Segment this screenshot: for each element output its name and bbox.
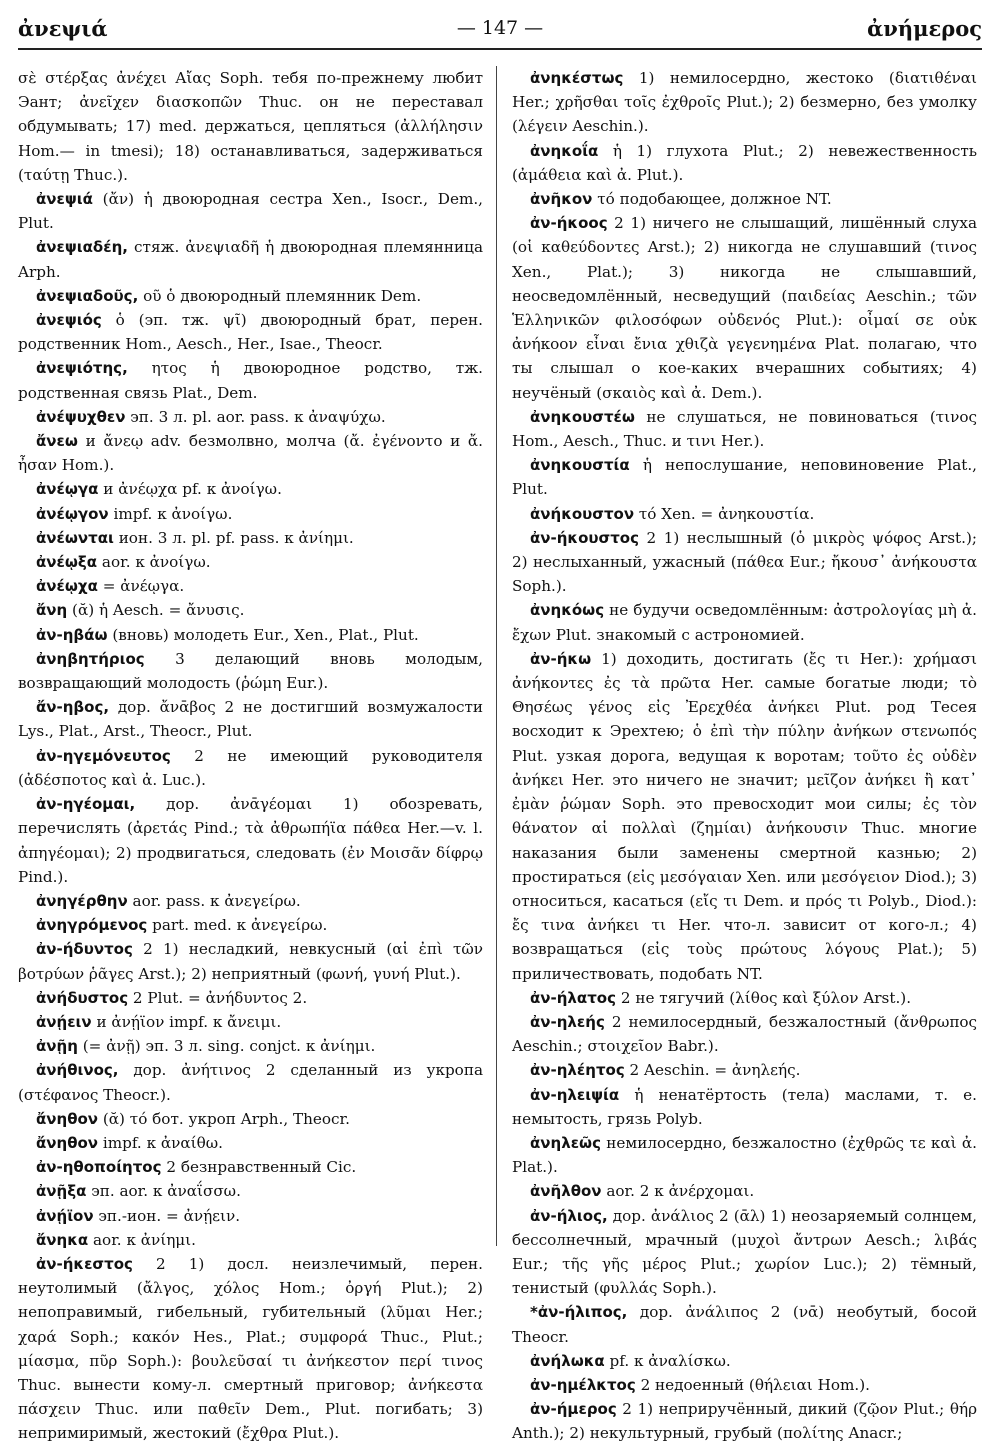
dictionary-entry [512, 647, 977, 986]
dictionary-entry [512, 502, 977, 526]
entry-definition: эп.-ион. = ἀνῄειν. [98, 1206, 241, 1225]
entry-headword: ἄνηθον [36, 1133, 99, 1152]
entry-definition: ἡ ненатёртость (тела) маслами, т. е. немытость, грязь Polyb. [512, 1085, 977, 1128]
entry-headword: ἀνηκοΐα [530, 141, 599, 160]
entry-headword: ἀνῄϊον [36, 1206, 94, 1225]
dictionary-entry [18, 913, 483, 937]
dictionary-entry [18, 598, 483, 622]
entry-headword: ἀνεψιά [36, 190, 93, 209]
dictionary-entry [512, 1010, 977, 1058]
entry-headword: ἀν-ήμερος [530, 1400, 617, 1419]
entry-definition: aor. 2 к ἀνέρχομαι. [606, 1182, 755, 1201]
left-column [18, 66, 484, 1443]
entry-definition: дор. ἀνήτινος 2 сделанный из укропа (στέφανος Theocr.). [18, 1061, 483, 1104]
dictionary-entry [18, 1155, 483, 1179]
dictionary-entry [512, 139, 977, 187]
entry-definition: 1) немилосердно, жестоко (διατιθέναι Her.; χρῆσθαι τοῖς ἐχθροῖς Plut.); 2) безмерно, без умолку (λέγειν Aeschin.). [512, 69, 978, 136]
dictionary-entry [18, 284, 483, 308]
entry-headword: ἀνηβητήριος [36, 649, 145, 668]
entry-definition: дор. ἀνᾱγέομαι 1) обозревать, перечислять (ἀρετάς Pind.; τὰ ἀθρωπήϊα πάθεα Her.—v. l. ἀπηγέομαι); 2) продвигаться, следовать (ἐν Μοισᾶν δίφρῳ Pind.). [18, 795, 483, 886]
entry-definition: 2 недоенный (θήλειαι Hom.). [640, 1375, 870, 1394]
running-head-left: ἀνεψιά [18, 16, 108, 41]
entry-headword: *ἀν-ήλιπος, [530, 1303, 628, 1322]
entry-headword: ἀνῆλθον [530, 1182, 602, 1201]
dictionary-entry [512, 1083, 977, 1131]
entry-definition: и ἄνεῳ adv. безмолвно, молча (ἄ. ἐγένοντο и ἄ. ἦσαν Hom.). [18, 432, 483, 475]
dictionary-entry [18, 1252, 483, 1446]
entry-definition: эп. 3 л. pl. aor. pass. к ἀναψύχω. [130, 407, 386, 426]
dictionary-entry [512, 66, 977, 139]
dictionary-entry [512, 1204, 977, 1301]
entry-definition: ион. 3 л. pl. pf. pass. к ἀνίημι. [118, 528, 354, 547]
entry-definition: (ἄν) ἡ двоюродная сестра Xen., Isocr., Dem., Plut. [18, 190, 484, 233]
entry-headword: ἀνήλωκα [530, 1351, 605, 1370]
dictionary-entry [18, 356, 483, 404]
running-head-right: ἀνήμερος [867, 16, 982, 41]
entry-headword: ἄνηκα [36, 1230, 89, 1249]
entry-definition: = ἀνέῳγα. [102, 577, 185, 596]
dictionary-entry [18, 502, 483, 526]
dictionary-entry [18, 574, 483, 598]
entry-definition: дор. ἀνάλιπος 2 (νᾱ) необутый, босой Theocr. [512, 1303, 977, 1346]
entry-definition: ὁ (эп. тж. ψῖ) двоюродный брат, перен. родственник Hom., Aesch., Her., Isae., Theocr. [18, 311, 483, 354]
dictionary-entry [18, 792, 483, 889]
entry-headword: ἀν-ηγεμόνευτος [36, 746, 171, 765]
dictionary-entry [18, 647, 483, 695]
entry-headword: ἀνήδυστος [36, 988, 129, 1007]
entry-headword: ἄν-ηβος, [36, 698, 110, 717]
dictionary-entry [512, 526, 977, 599]
entry-definition: 2 1) неприручённый, дикий (ζῷον Plut.; θήρ Anth.); 2) некультурный, грубый (πολίτης Anacr.; [512, 1400, 977, 1443]
entry-headword: ἀνέψυχθεν [36, 407, 126, 426]
entry-headword: ἀν-ηλεής [530, 1012, 605, 1031]
dictionary-entry [512, 1349, 977, 1373]
dictionary-entry [18, 526, 483, 550]
entry-definition: 2 1) ничего не слышащий, лишённый слуха (οἱ καθεύδοντες Arst.); 2) никогда не слушавший (τινος Xen., Plat.); 3) никогда не слышавший, неосведомлённый, несведущий (παιδείας Aeschin.; τῶν Ἑλληνικῶν φιλοσόφων οὐδενός Plut.): οἶμαί σε οὐκ ἀνήκοον εἶναι ἔνια χθιζὰ γεγενημένα Plat. полагаю, что ты слышал о кое-каких вчерашних событиях; 4) неучёный (σκαιὸς καὶ ἀ. Dem.). [512, 214, 977, 402]
entry-definition: (ᾰ) τό бот. укроп Arph., Theocr. [102, 1109, 350, 1128]
entry-headword: ἄνεω [36, 432, 78, 451]
dictionary-entry [18, 744, 483, 792]
entry-definition: дор. ἄνᾱβος 2 не достигший возмужалости Lys., Plat., Arst., Theocr., Plut. [18, 698, 484, 741]
entry-definition: τό подобающее, должное NT. [597, 190, 832, 209]
dictionary-entry [18, 1204, 483, 1228]
dictionary-entry [18, 1179, 483, 1203]
entry-headword: ἀνέωνται [36, 528, 114, 547]
entry-headword: ἀνηλεῶς [530, 1133, 601, 1152]
entry-headword: ἀνηκέστως [530, 69, 624, 87]
dictionary-entry [18, 550, 483, 574]
entry-definition: 2 не тягучий (λίθος καὶ ξύλον Arst.). [620, 988, 912, 1007]
entry-headword: ἀνέῳχα [36, 577, 98, 596]
entry-definition: 2 не имеющий руководителя (ἀδέσποτος καὶ ἀ. Luc.). [18, 746, 483, 789]
entry-headword: ἀνεψιός [36, 311, 102, 330]
entry-headword: ἀν-ήκουστος [530, 528, 639, 547]
entry-definition: σὲ στέρξας ἀνέχει Αἴας Soph. тебя по-прежнему любит Эант; ἀνεῖχεν διασκοπῶν Thuc. он не переставал обдумывать; 17) med. держаться, цепляться (ἀλλήλησιν Hom.— in tmesi); 18) останавливаться, задерживаться (ταύτῃ Thuc.). [18, 69, 483, 184]
dictionary-entry [18, 937, 483, 985]
dictionary-entry [18, 1228, 483, 1252]
entry-headword: ἀν-ηλειψία [530, 1085, 620, 1104]
page-header [18, 14, 982, 44]
dictionary-entry [512, 1131, 977, 1179]
dictionary-entry [512, 1373, 977, 1397]
entry-definition: impf. к ἀνοίγω. [113, 504, 233, 523]
entry-headword: ἀν-ηβάω [36, 625, 108, 644]
entry-headword: ἀνεψιαδέη, [36, 238, 128, 257]
entry-definition: impf. к ἀναίθω. [102, 1133, 223, 1152]
dictionary-entry [18, 235, 483, 283]
dictionary-entry [512, 1179, 977, 1203]
entry-headword: ἄνηθον [36, 1109, 99, 1128]
entry-headword: ἀνέῳξα [36, 553, 98, 572]
entry-definition: οῦ ὁ двоюродный племянник Dem. [143, 286, 422, 305]
entry-headword: ἀνηγέρθην [36, 891, 128, 910]
entry-definition: 2 1) досл. неизлечимый, перен. неутолимый (ἄλγος, χόλος Hom.; ὀργή Plut.); 2) непоправимый, гибельный, губительный (λῦμαι Her.; χαρά Soph.; κακόν Hes., Plat.; συμφορά Thuc., Plut.; μίασμα, πῦρ Soph.): βουλεῦσαί τι ἀνήκεστον περί τινος Thuc. вынести кому-л. смертный приговор; ἀνήκεστα πάσχειν Thuc. или παθεῖν Dem., Plut. погибать; 3) непримиримый, жестокий (ἔχθρα Plut.). [18, 1254, 483, 1443]
entry-definition: не будучи осведомлённым: ἀστρολογίας μὴ ἀ. ἔχων Plut. знакомый с астрономией. [512, 601, 978, 644]
dictionary-entry [18, 1034, 483, 1058]
entry-definition: (вновь) молодеть Eur., Xen., Plat., Plut. [112, 625, 419, 644]
entry-headword: ἀνήκουστον [530, 504, 635, 523]
dictionary-entry [512, 405, 977, 453]
entry-definition: aor. pass. к ἀνεγείρω. [132, 891, 301, 910]
entry-definition: aor. к ἀνίημι. [93, 1230, 196, 1249]
dictionary-entry [18, 66, 483, 187]
entry-definition: 2 1) несладкий, невкусный (αἱ ἐπὶ τῶν βοτρύων ῥᾶγες Arst.); 2) неприятный (φωνή, γυνή Plut.). [18, 940, 484, 983]
dictionary-entry [512, 986, 977, 1010]
dictionary-entry [18, 1107, 483, 1131]
entry-definition: aor. к ἀνοίγω. [101, 553, 211, 572]
entry-definition: ἡ непослушание, неповиновение Plat., Plut. [512, 456, 978, 499]
entry-headword: ἀνέῳγα [36, 480, 99, 499]
entry-definition: и ἀνέῳχα pf. к ἀνοίγω. [103, 480, 282, 499]
entry-definition: 3 делающий вновь молодым, возвращающий молодость (ῥώμη Eur.). [18, 649, 484, 693]
entry-headword: ἀν-ήδυντος [36, 940, 133, 959]
entry-headword: ἀνῆκον [530, 190, 593, 209]
entry-definition: ἡ 1) глухота Plut.; 2) невежественность (ἀμάθεια καὶ ἀ. Plut.). [512, 141, 977, 184]
dictionary-entry [18, 986, 483, 1010]
dictionary-entry [512, 1058, 977, 1082]
entry-headword: ἀνηκουστία [530, 456, 630, 475]
entry-definition: ητος ἡ двоюродное родство, тж. родственная связь Plat., Dem. [18, 359, 483, 402]
entry-definition: 2 немилосердный, безжалостный (ἄνθρωπος Aeschin.; στοιχεῖον Babr.). [512, 1012, 978, 1056]
entry-headword: ἀν-ηλέητος [530, 1061, 625, 1080]
dictionary-entry [18, 1058, 483, 1106]
entry-headword: ἀνηκουστέω [530, 407, 635, 426]
entry-headword: ἀνήθινος, [36, 1061, 119, 1080]
entry-definition: 2 Plut. = ἀνήδυντος 2. [132, 988, 308, 1007]
entry-definition: pf. к ἀναλίσκω. [609, 1351, 731, 1370]
dictionary-entry [512, 187, 977, 211]
dictionary-entry [18, 477, 483, 501]
entry-headword: ἀν-ήλατος [530, 988, 616, 1007]
entry-definition: (ᾰ) ἡ Aesch. = ἄνυσις. [72, 601, 245, 620]
entry-headword: ἀνηκόως [530, 601, 605, 620]
dictionary-entry [18, 889, 483, 913]
dictionary-entry [18, 187, 483, 235]
dictionary-entry [18, 1010, 483, 1034]
entry-definition: τό Xen. = ἀνηκουστία. [638, 504, 815, 523]
entry-headword: ἀνῇξα [36, 1182, 87, 1201]
entry-definition: дор. ἀνάλιος 2 (ᾱλ) 1) неозаряемый солнцем, бессолнечный, мрачный (μυχοὶ ἄντρων Aesch.; λιβάς Eur.; τῆς γῆς μέρος Plut.; χωρίον Luc.); 2) тёмный, тенистый (φυλλάς Soph.). [512, 1206, 977, 1298]
dictionary-entry [512, 453, 977, 501]
entry-headword: ἀν-ηγέομαι, [36, 795, 136, 814]
entry-definition: part. med. к ἀνεγείρω. [152, 916, 328, 935]
entry-headword: ἀν-ηθοποίητος [36, 1158, 162, 1177]
entry-definition: стяж. ἀνεψιαδῆ ἡ двоюродная племянница Arph. [18, 238, 483, 281]
entry-headword: ἀνεψιαδοῦς, [36, 286, 139, 305]
entry-headword: ἀν-ήκω [530, 649, 592, 668]
dictionary-entry [512, 211, 977, 405]
entry-definition: 1) доходить, достигать (ἔς τι Her.): χρήμασι ἀνήκοντες ἐς τὰ πρῶτα Her. самые богатые люди; τὸ Θησέως γένος εἰς Ἐρεχθέα ἀνήκει Plut. род Тесея восходит к Эрехтею; ὁ ἐπὶ τὴν πύλην ἀνήκων στενωπός Plut. узкая дорога, ведущая к воротам; τοῦτο ἐς οὐδὲν ἀνήκει Her. это ничего не значит; μεῖζον ἀνήκει ἢ κατ᾽ ἐμὰν ῥώμαν Soph. это превосходит мои силы; ἐς τὸν θάνατον αἱ πολλαὶ (ζημίαι) ἀνήκουσιν Thuc. многие наказания были заменены смертной казнью; 2) простираться (εἰς μεσόγαιαν Xen. или μεσόγειον Diod.); 3) относиться, касаться (εἴς τι Dem. и πρός τι Polyb., Diod.): ἔς τινα ἀνήκει τι Her. что-л. зависит от кого-л.; 4) возвращаться (εἰς τοὺς πρώτους λόγους Plat.); 5) приличествовать, подобать NT. [512, 649, 978, 983]
dictionary-entry [18, 623, 483, 647]
dictionary-entry [18, 429, 483, 477]
entry-headword: ἀνέῳγον [36, 504, 109, 523]
dictionary-entry [512, 598, 977, 646]
entry-headword: ἀν-ήκοος [530, 214, 608, 233]
dictionary-entry [18, 405, 483, 429]
page-number: — 147 — [456, 17, 544, 39]
entry-definition: 2 безнравственный Cic. [166, 1158, 357, 1177]
column-divider [496, 66, 497, 1246]
dictionary-entry [18, 1131, 483, 1155]
entry-headword: ἀν-ημέλκτος [530, 1375, 636, 1394]
dictionary-entry [512, 1300, 977, 1348]
entry-definition: эп. aor. к ἀναΐσσω. [91, 1182, 241, 1201]
header-rule [18, 48, 982, 50]
entry-headword: ἀνηγρόμενος [36, 916, 148, 935]
entry-headword: ἀνῇη [36, 1037, 78, 1056]
dictionary-entry [18, 695, 483, 743]
entry-headword: ἀν-ήκεστος [36, 1254, 133, 1273]
entry-definition: не слушаться, не повиноваться (τινος Hom., Aesch., Thuc. и τινι Her.). [512, 407, 977, 451]
entry-definition: 2 1) неслышный (ὁ μικρὸς ψόφος Arst.); 2) неслыханный, ужасный (πάθεα Eur.; ἤκουσ᾽ ἀνήκουστα Soph.). [512, 528, 977, 596]
dictionary-entry [512, 1397, 977, 1445]
entry-definition: (= ἀνῇ) эп. 3 л. sing. conjct. к ἀνίημι. [82, 1037, 376, 1056]
right-column [512, 66, 978, 1443]
entry-headword: ἀνεψιότης, [36, 359, 128, 378]
dictionary-entry [18, 308, 483, 356]
entry-headword: ἄνη [36, 601, 68, 620]
entry-definition: немилосердно, безжалостно (ἐχθρῶς τε καὶ ἀ. Plat.). [512, 1133, 978, 1177]
entry-headword: ἀν-ήλιος, [530, 1206, 608, 1225]
entry-definition: 2 Aeschin. = ἀνηλεής. [629, 1061, 801, 1080]
entry-definition: и ἀνῄϊον impf. к ἄνειμι. [96, 1012, 282, 1031]
entry-headword: ἀνῄειν [36, 1012, 92, 1031]
